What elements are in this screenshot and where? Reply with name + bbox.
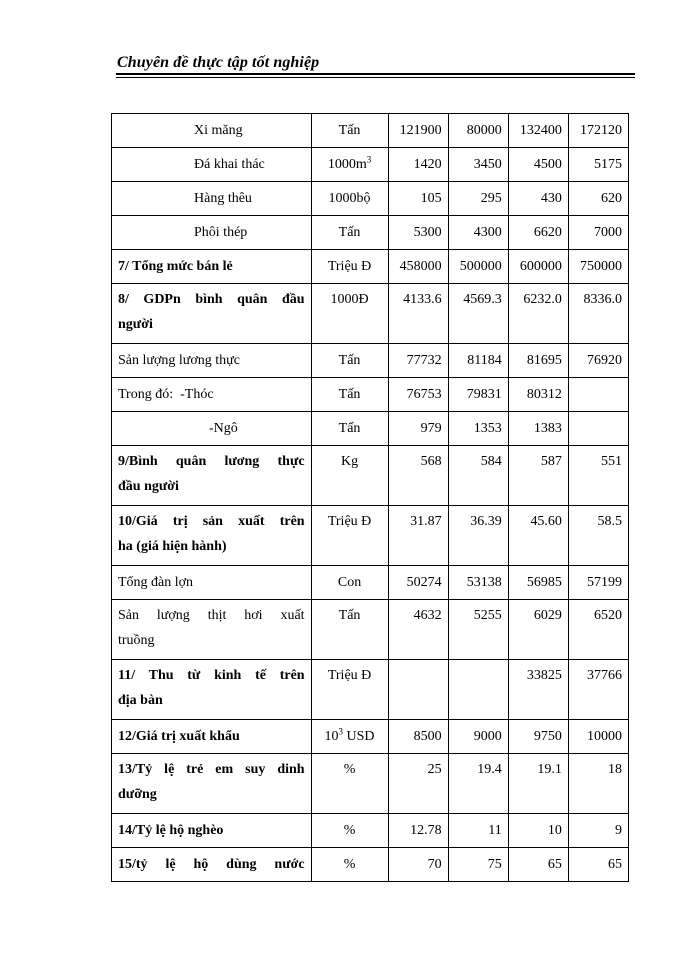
value-cell: 9000 — [448, 720, 508, 754]
value-cell: 80000 — [448, 114, 508, 148]
row-unit: % — [311, 848, 388, 882]
value-cell: 4632 — [388, 600, 448, 660]
table-row — [112, 848, 629, 882]
row-label: Hàng thêu — [112, 182, 312, 216]
table-row — [112, 566, 629, 600]
value-cell: 1420 — [388, 148, 448, 182]
value-cell: 80312 — [508, 378, 568, 412]
value-cell: 58.5 — [568, 506, 628, 566]
row-unit: Kg — [311, 446, 388, 506]
unit-base: 1000m — [327, 157, 367, 172]
row-unit: % — [311, 814, 388, 848]
value-cell: 37766 — [568, 660, 628, 720]
row-unit: Tấn — [311, 344, 388, 378]
value-cell: 1353 — [448, 412, 508, 446]
row-label: Đá khai thác — [112, 148, 312, 182]
row-unit: Triệu Đ — [311, 506, 388, 566]
row-label-line2: người — [118, 317, 153, 332]
row-label: 15/tỷ lệ hộ dùng nước — [112, 848, 312, 882]
value-cell: 620 — [568, 182, 628, 216]
unit-tail: USD — [343, 729, 375, 744]
value-cell: 9750 — [508, 720, 568, 754]
table-row — [112, 114, 629, 148]
value-cell — [568, 412, 628, 446]
table-row — [112, 412, 629, 446]
row-unit — [311, 720, 388, 754]
table-row — [112, 182, 629, 216]
value-cell: 81695 — [508, 344, 568, 378]
value-cell: 584 — [448, 446, 508, 506]
row-label: -Ngô — [112, 412, 312, 446]
row-label: 7/ Tổng mức bán lẻ — [112, 250, 312, 284]
value-cell: 979 — [388, 412, 448, 446]
value-cell: 79831 — [448, 378, 508, 412]
value-cell: 65 — [508, 848, 568, 882]
row-label: 14/Tỷ lệ hộ nghèo — [112, 814, 312, 848]
value-cell: 12.78 — [388, 814, 448, 848]
value-cell: 1383 — [508, 412, 568, 446]
value-cell: 172120 — [568, 114, 628, 148]
value-cell — [448, 660, 508, 720]
value-cell: 4300 — [448, 216, 508, 250]
value-cell: 295 — [448, 182, 508, 216]
value-cell: 4500 — [508, 148, 568, 182]
row-label-line1: 11/ Thu từ kinh tế trên — [118, 668, 305, 683]
value-cell: 430 — [508, 182, 568, 216]
value-cell: 57199 — [568, 566, 628, 600]
value-cell: 551 — [568, 446, 628, 506]
unit-superscript: 3 — [338, 726, 344, 737]
row-unit: Tấn — [311, 114, 388, 148]
value-cell: 65 — [568, 848, 628, 882]
row-label: Phôi thép — [112, 216, 312, 250]
value-cell: 77732 — [388, 344, 448, 378]
value-cell: 45.60 — [508, 506, 568, 566]
row-label: Trong đó: -Thóc — [112, 378, 312, 412]
table-row — [112, 284, 629, 344]
row-label: Xi măng — [112, 114, 312, 148]
value-cell: 5300 — [388, 216, 448, 250]
row-unit: 1000Đ — [311, 284, 388, 344]
value-cell: 76920 — [568, 344, 628, 378]
table-row — [112, 506, 629, 566]
value-cell: 600000 — [508, 250, 568, 284]
value-cell: 53138 — [448, 566, 508, 600]
row-unit: Triệu Đ — [311, 660, 388, 720]
value-cell: 76753 — [388, 378, 448, 412]
table-row — [112, 754, 629, 814]
value-cell — [568, 378, 628, 412]
value-cell: 75 — [448, 848, 508, 882]
value-cell: 4133.6 — [388, 284, 448, 344]
value-cell: 4569.3 — [448, 284, 508, 344]
value-cell: 458000 — [388, 250, 448, 284]
value-cell: 132400 — [508, 114, 568, 148]
value-cell: 11 — [448, 814, 508, 848]
table-row — [112, 660, 629, 720]
table-row — [112, 250, 629, 284]
value-cell: 81184 — [448, 344, 508, 378]
value-cell: 5255 — [448, 600, 508, 660]
table-row — [112, 600, 629, 660]
value-cell: 500000 — [448, 250, 508, 284]
row-unit: Triệu Đ — [311, 250, 388, 284]
row-unit: Tấn — [311, 378, 388, 412]
value-cell: 6029 — [508, 600, 568, 660]
row-label — [112, 754, 312, 814]
row-label — [112, 284, 312, 344]
row-label-line1: 10/Giá trị sản xuất trên — [118, 514, 305, 529]
row-unit: % — [311, 754, 388, 814]
table-row — [112, 216, 629, 250]
row-label-line2: địa bàn — [118, 693, 163, 708]
value-cell: 33825 — [508, 660, 568, 720]
statistics-table — [111, 113, 629, 882]
row-label-line1: Sản lượng thịt hơi xuất — [118, 608, 305, 623]
value-cell: 8336.0 — [568, 284, 628, 344]
value-cell: 7000 — [568, 216, 628, 250]
value-cell: 6232.0 — [508, 284, 568, 344]
row-label-line1: 13/Tỷ lệ trẻ em suy dinh — [118, 762, 305, 777]
row-label: 12/Giá trị xuất khẩu — [112, 720, 312, 754]
row-label-line1: 9/Bình quân lương thực — [118, 454, 305, 469]
value-cell: 25 — [388, 754, 448, 814]
row-label — [112, 660, 312, 720]
row-unit: Tấn — [311, 600, 388, 660]
value-cell: 6620 — [508, 216, 568, 250]
value-cell: 19.1 — [508, 754, 568, 814]
row-unit — [311, 148, 388, 182]
value-cell: 31.87 — [388, 506, 448, 566]
row-label-line2: đầu người — [118, 479, 179, 494]
row-label-line2: dưỡng — [118, 787, 157, 802]
table-row — [112, 720, 629, 754]
value-cell: 6520 — [568, 600, 628, 660]
value-cell: 10 — [508, 814, 568, 848]
page-header-title: Chuyên đề thực tập tốt nghiệp — [117, 54, 320, 71]
value-cell: 121900 — [388, 114, 448, 148]
header-rule-thick — [116, 73, 635, 75]
row-label-line2: ha (giá hiện hành) — [118, 539, 227, 554]
row-label — [112, 446, 312, 506]
row-label-line1: 8/ GDPn bình quân đầu — [118, 292, 305, 307]
row-label: Tổng đàn lợn — [112, 566, 312, 600]
value-cell: 50274 — [388, 566, 448, 600]
table-row — [112, 378, 629, 412]
value-cell: 587 — [508, 446, 568, 506]
table-row — [112, 148, 629, 182]
table-row — [112, 344, 629, 378]
value-cell: 3450 — [448, 148, 508, 182]
value-cell: 18 — [568, 754, 628, 814]
table-row — [112, 446, 629, 506]
value-cell: 70 — [388, 848, 448, 882]
value-cell — [388, 660, 448, 720]
row-unit: Con — [311, 566, 388, 600]
value-cell: 568 — [388, 446, 448, 506]
row-unit: Tấn — [311, 412, 388, 446]
header-rule-thin — [116, 77, 635, 78]
unit-superscript: 3 — [366, 154, 372, 165]
row-unit: 1000bộ — [311, 182, 388, 216]
row-unit: Tấn — [311, 216, 388, 250]
value-cell: 10000 — [568, 720, 628, 754]
value-cell: 19.4 — [448, 754, 508, 814]
value-cell: 9 — [568, 814, 628, 848]
value-cell: 8500 — [388, 720, 448, 754]
row-label: Sản lượng lương thực — [112, 344, 312, 378]
value-cell: 750000 — [568, 250, 628, 284]
row-label — [112, 600, 312, 660]
row-label-line2: truồng — [118, 633, 155, 648]
row-label — [112, 506, 312, 566]
unit-base: 10 — [324, 729, 339, 744]
value-cell: 56985 — [508, 566, 568, 600]
value-cell: 36.39 — [448, 506, 508, 566]
value-cell: 105 — [388, 182, 448, 216]
table-row — [112, 814, 629, 848]
value-cell: 5175 — [568, 148, 628, 182]
